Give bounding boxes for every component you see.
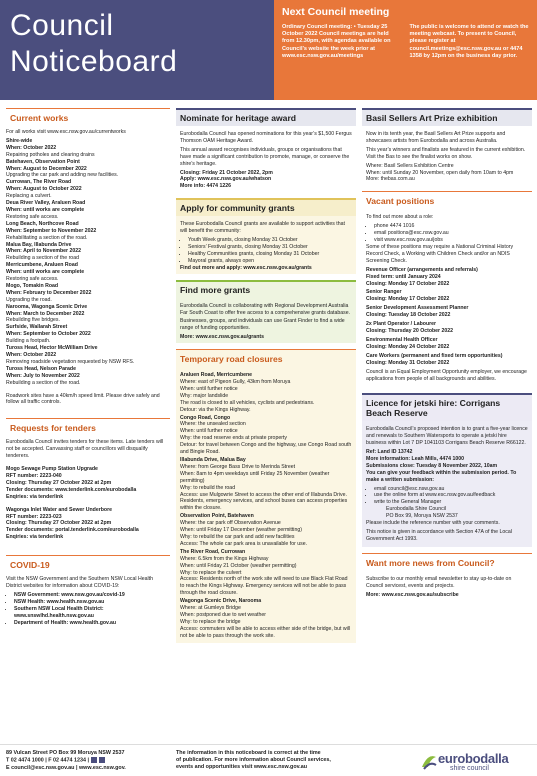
- jetski-body: [362, 424, 532, 547]
- job-line: Closing: Tuesday 18 October 2022: [366, 312, 451, 319]
- works-item-line: When: until works are complete: [6, 206, 85, 213]
- works-item-title: Merricumbene, Araluen Road: [6, 262, 78, 269]
- road-item-line: Why: the road reserve ends at private property: [180, 435, 287, 442]
- community-grants-body: [176, 219, 356, 273]
- job-item: [366, 321, 528, 335]
- job-title: Environmental Health Officer: [366, 336, 438, 343]
- road-item-line: The road is closed to all vehicles, cyclists and pedestrians.: [180, 399, 315, 406]
- job-title: Senior Development Assessment Planner: [366, 305, 469, 312]
- community-grants-list: [188, 237, 352, 265]
- road-item-line: Where: the unsealed section: [180, 421, 246, 428]
- jetski-addr2: PO Box 99, Moruya NSW 2537: [386, 513, 458, 520]
- logo-subtext: shire council: [450, 765, 489, 772]
- road-item-line: When: 8am to 4pm weekdays until Friday 25 November (weather permitting): [180, 470, 330, 484]
- more-grants-p2: Businesses, groups, and individuals can use Grant Finder to find a wide range of funding opportunities.: [180, 318, 345, 332]
- grant-item: • Seniors’ Festival grants, closing Monday 31 October: [188, 244, 352, 251]
- more-grants-section: [176, 280, 356, 344]
- vacancies-note: Some of these positions may require a National Criminal History Record Check, a Working with Children Check and/or an NDIS Screening Check.: [366, 243, 514, 264]
- meeting-heading: Next Council meeting: [282, 6, 390, 18]
- facebook-icon[interactable]: [91, 757, 97, 763]
- road-item-title: Congo Road, Congo: [180, 414, 231, 421]
- covid-section: [6, 555, 170, 626]
- job-item: [366, 305, 528, 319]
- works-item-line: When: October 2022: [6, 144, 57, 151]
- jobs-list: [366, 267, 528, 367]
- contact-item: • phone 4474 1016: [374, 223, 528, 230]
- works-item-title: Long Beach, Northcove Road: [6, 220, 79, 227]
- job-item: [366, 337, 528, 351]
- road-item-line: When: until Friday 17 December (weather permitting): [180, 527, 302, 534]
- footer-mid2: of publication. For more information about Council services,: [176, 757, 331, 764]
- road-item-line: When: until Friday 21 October (weather permitting): [180, 562, 297, 569]
- road-closures-list: [176, 370, 356, 642]
- road-item: [180, 415, 352, 456]
- heritage-p2: This annual award recognises individuals, groups or organisations that have made a significant contribution to promote, manage, or conserve the shire’s heritage.: [180, 146, 350, 167]
- works-item: [6, 345, 170, 366]
- art-prize-where: Where: Basil Sellers Exhibition Centre: [366, 162, 454, 169]
- contact-item: • visit www.esc.nsw.gov.au/jobs: [374, 237, 528, 244]
- meeting-panel: [274, 0, 537, 100]
- works-item-line: Rebuilding a section of the road.: [6, 379, 81, 386]
- heritage-body: [176, 129, 356, 192]
- job-line: Closing: Monday 24 October 2022: [366, 343, 450, 350]
- road-item-line: Why: to replace the culvert: [180, 569, 242, 576]
- meeting-public-info: The public is welcome to attend or watch the meeting webcast. To present to Council, please register at council.meetings@esc.nsw.gov.au or 4474 1358 by 12pm on the business day prior.: [409, 24, 529, 59]
- works-item-title: Narooma, Wagonga Scenic Drive: [6, 303, 88, 310]
- current-works-heading: Current works: [6, 108, 170, 126]
- footer-address: 89 Vulcan Street PO Box 99 Moruya NSW 2537: [6, 750, 125, 756]
- submission-item: • write to the General Manager: [374, 499, 528, 506]
- road-item: [180, 372, 352, 413]
- meeting-info: Ordinary Council meeting: • Tuesday 25 October 2022 Council meetings are held from 12.30pm, with agendas available on Council’s website the week prior at www.esc.nsw.gov.au/meetings: [282, 24, 391, 59]
- logo-text: eurobodalla: [438, 751, 509, 766]
- works-list: [6, 138, 170, 387]
- column-middle: [176, 108, 356, 649]
- job-line: Fixed term: until January 2024: [366, 273, 441, 280]
- jetski-heading: Licence for jetski hire: Corrigans Beach Reserve: [362, 393, 532, 421]
- works-item-line: When: August to October 2022: [6, 186, 82, 193]
- works-item: [6, 138, 170, 159]
- road-item: [180, 549, 352, 597]
- job-title: 2x Plant Operator / Labourer: [366, 321, 437, 328]
- art-prize-when: When: until Sunday 20 November, open daily from 10am to 4pm: [366, 169, 514, 176]
- works-item-line: When: August to December 2022: [6, 165, 87, 172]
- works-item-line: When: September to November 2022: [6, 227, 97, 234]
- works-item: [6, 283, 170, 304]
- tenders-list: [6, 466, 170, 541]
- works-item-title: Mogo, Tomakin Road: [6, 282, 59, 289]
- tender-closing: Closing: Thursday 27 October 2022 at 2pm: [6, 520, 112, 527]
- footer-mid1: The information in this noticeboard is correct at the time: [176, 750, 321, 756]
- covid-intro: Visit the NSW Government and the Southern NSW Local Health District websites for information about COVID-19:: [6, 576, 153, 590]
- header-title-panel: [0, 0, 274, 100]
- road-item-line: Access: Residents north of the work site will need to use Black Flat Road to reach the Kings Highway. Emergency services will not be able to pass through the road closure.: [180, 576, 348, 597]
- works-item-line: Rehabilitating a section of the road.: [6, 234, 88, 241]
- column-right: [362, 108, 532, 607]
- tender-item: [6, 466, 170, 501]
- grant-item: • Mayoral grants, always open: [188, 258, 352, 265]
- heritage-more: More info: 4474 1226: [180, 183, 232, 190]
- tender-docs: Tender documents: www.tenderlink.com/eurobodalla: [6, 486, 137, 493]
- vacancies-intro: To find out more about a role:: [366, 214, 434, 221]
- works-item: [6, 179, 170, 200]
- art-prize-more: More: thebas.com.au: [366, 176, 415, 183]
- road-item: [180, 513, 352, 548]
- works-item: [6, 221, 170, 242]
- heritage-p1: Eurobodalla Council has opened nominations for this year’s $1,500 Fergus Thomson OAM Heritage Award.: [180, 131, 352, 144]
- community-grants-heading: Apply for community grants: [176, 198, 356, 216]
- title-line2: Noticeboard: [10, 45, 178, 78]
- community-grants-intro: These Eurobodalla Council grants are available to support activities that will benefit the community:: [180, 221, 345, 235]
- tender-item: [6, 507, 170, 542]
- jetski-note1: Please include the reference number with your comments.: [366, 520, 500, 527]
- covid-body: [6, 576, 170, 626]
- news-heading: Want more news from Council?: [362, 553, 532, 571]
- road-item-line: Where: the car park off Observation Avenue: [180, 520, 281, 527]
- works-item-title: Shire-wide: [6, 137, 33, 144]
- road-item-line: Access: The whole car park area is unavailable for use.: [180, 540, 308, 547]
- works-item-line: When: February to December 2022: [6, 289, 92, 296]
- job-line: Closing: Monday 17 October 2022: [366, 280, 450, 287]
- more-grants-body: [176, 301, 356, 344]
- tenders-section: [6, 418, 170, 541]
- works-item-line: Restoring safe access.: [6, 276, 59, 283]
- job-item: [366, 289, 528, 303]
- vacancies-contact-list: [374, 223, 528, 244]
- tender-title: Wagonga Inlet Water and Sewer Underbore: [6, 506, 112, 513]
- road-item-title: The River Road, Currowan: [180, 548, 246, 555]
- jetski-how: You can give your feedback within the submission period. To make a written submission:: [366, 469, 517, 483]
- vacancies-heading: Vacant positions: [362, 191, 532, 209]
- works-item-line: When: July to November 2022: [6, 372, 80, 379]
- footer-mid3: events and opportunities visit www.esc.nsw.gov.au: [176, 764, 307, 771]
- road-item-title: Araluen Road, Merricumbene: [180, 372, 253, 379]
- works-item-title: Tuross Head, Hector McWilliam Drive: [6, 345, 98, 352]
- works-item: [6, 324, 170, 345]
- works-item: [6, 304, 170, 325]
- submission-item: • email council@esc.nsw.gov.au: [374, 486, 528, 493]
- community-grants-more: Find out more and apply: www.esc.nsw.gov.au/grants: [180, 264, 312, 271]
- tender-docs: Tender documents: portal.tenderlink.com/eurobodalla: [6, 527, 139, 534]
- road-item-line: Access: commuters will be able to access either side of the bridge, but will not be able to pass through the work site.: [180, 625, 351, 639]
- instagram-icon[interactable]: [99, 757, 105, 763]
- jetski-ref: Ref: Land ID 13742: [366, 449, 413, 455]
- tenders-intro: Eurobodalla Council invites tenders for these items. Late tenders will not be accepted. Canvassing staff or councillors will disqualify tenderers.: [6, 439, 164, 460]
- works-item-line: When: October 2022: [6, 352, 57, 358]
- job-item: [366, 353, 528, 367]
- footer-phone: T 02 4474 1000 | F 02 4474 1234 |: [6, 757, 90, 764]
- works-item-line: Removing roadside vegetation requested by NSW RFS.: [6, 358, 135, 365]
- road-item-title: Illabunda Drive, Malua Bay: [180, 457, 246, 463]
- works-item-title: Malua Bay, Illabunda Drive: [6, 241, 72, 248]
- job-line: Closing: Monday 31 October 2022: [366, 359, 450, 366]
- road-item-line: When: until further notice: [180, 428, 238, 435]
- jetski-note2: This notice is given in accordance with Section 47A of the Local Government Act 1993.: [366, 528, 512, 542]
- job-title: Revenue Officer (arrangements and referrals): [366, 266, 478, 273]
- council-logo: [420, 749, 532, 773]
- works-item-title: Currowan, The River Road: [6, 179, 72, 186]
- jetski-addr1: Eurobodalla Shire Council: [386, 506, 446, 513]
- news-body: [362, 574, 532, 601]
- works-item: [6, 159, 170, 180]
- road-item-line: Where: at Gumleys Bridge: [180, 605, 241, 612]
- road-item-line: When: postponed due to wet weather: [180, 611, 266, 618]
- jetski-list: [374, 486, 528, 507]
- tender-enq: Enqiries: via tenderlink: [6, 534, 64, 541]
- works-item-title: Tuross Head, Nelson Parade: [6, 365, 76, 372]
- current-works-footer: Roadwork sites have a 40km/h speed limit. Please drive safely and follow all traffic controls.: [6, 392, 160, 406]
- job-line: Closing: Thursday 20 October 2022: [366, 327, 454, 334]
- road-item-line: Where: from George Bass Drive to Merinda Street: [180, 463, 296, 470]
- art-prize-body: [362, 129, 532, 185]
- road-closures-section: [176, 349, 356, 642]
- job-title: Care Workers (permanent and fixed term opportunities): [366, 352, 503, 359]
- grant-item: • Youth Week grants, closing Monday 31 October: [188, 237, 352, 244]
- covid-list: [14, 592, 170, 627]
- covid-item: • NSW Health: www.health.nsw.gov.au: [14, 599, 170, 606]
- works-item-line: Upgrading the road.: [6, 296, 52, 303]
- art-prize-section: [362, 108, 532, 185]
- road-item-line: Where: 6.5km from the Kings Highway: [180, 555, 269, 562]
- title-line1: Council: [10, 9, 114, 42]
- tenders-body: [6, 439, 170, 541]
- road-item-line: When: until further notice: [180, 385, 238, 392]
- more-grants-heading: Find more grants: [176, 280, 356, 298]
- road-item-line: Detour: for travel between Congo and the highway, use Congo Road south and Bingie Road.: [180, 442, 352, 456]
- works-item: [6, 242, 170, 263]
- works-item: [6, 366, 170, 387]
- tender-title: Mogo Sewage Pump Station Upgrade: [6, 466, 98, 473]
- footer: [0, 744, 537, 776]
- road-item: [180, 598, 352, 639]
- logo-mark-icon: [420, 751, 438, 771]
- road-item-line: Where: east of Pigeon Gully, 43km from Moruya: [180, 379, 291, 386]
- works-item-line: Building a footpath.: [6, 338, 51, 345]
- more-grants-more: More: www.esc.nsw.gov.au/grants: [180, 334, 264, 341]
- covid-heading: COVID-19: [6, 555, 170, 573]
- header: [0, 0, 537, 100]
- vacancies-body: [362, 212, 532, 387]
- covid-item: • NSW Government: www.nsw.gov.au/covid-19: [14, 592, 170, 599]
- works-item-line: When: September to October 2022: [6, 331, 91, 338]
- column-left: [6, 108, 170, 632]
- road-item-line: Why: to rebuild the road: [180, 484, 236, 491]
- footer-email: E council@esc.nsw.gov.au | www.esc.nsw.gov.: [6, 764, 126, 771]
- contact-item: • email positions@esc.nsw.gov.au: [374, 230, 528, 237]
- works-item-line: Rebuilding five bridges.: [6, 317, 60, 324]
- covid-item: • Department of Health: www.health.gov.au: [14, 620, 170, 627]
- works-item-line: Repairing potholes and clearing drains: [6, 151, 95, 158]
- works-item-line: Rebuilding a section of the road: [6, 255, 79, 262]
- jetski-more: More information: Leah Mills, 4474 1000: [366, 455, 465, 462]
- works-item-line: When: until works are complete: [6, 269, 85, 276]
- road-item-line: Access: use Mulgowrie Street to access the other end of Illabunda Drive. Residents, emergency services, and school buses can access properties within the closure.: [180, 491, 348, 512]
- vacancies-section: [362, 191, 532, 387]
- current-works-intro: For all works visit www.esc.nsw.gov.au/currentworks: [6, 129, 126, 135]
- heritage-heading: Nominate for heritage award: [176, 108, 356, 126]
- road-closures-heading: Temporary road closures: [176, 349, 356, 367]
- works-item: [6, 262, 170, 283]
- current-works-body: [6, 129, 170, 406]
- tender-closing: Closing: Thursday 27 October 2022 at 2pm: [6, 479, 112, 486]
- heritage-apply: Apply: www.esc.nsw.gov.au/whatson: [180, 176, 272, 183]
- tender-rft: RFT number: 2223-023: [6, 513, 62, 520]
- jetski-section: [362, 393, 532, 547]
- news-section: [362, 553, 532, 601]
- tenders-heading: Requests for tenders: [6, 418, 170, 436]
- works-item-title: Deua River Valley, Araluen Road: [6, 200, 86, 207]
- news-p1: Subscribe to our monthly email newsletter to stay up-to-date on Council servicest, events and projects.: [366, 575, 512, 589]
- road-item-line: Why: to replace the bridge: [180, 618, 241, 625]
- news-more: More: www.esc.nsw.gov.au/subscribe: [366, 591, 459, 598]
- art-prize-p2: This year’s winners and finalists are featured in the current exhibition. Visit the Bas to see the finalist works on show.: [366, 146, 526, 160]
- page-title: [10, 8, 177, 80]
- road-item-title: Wagonga Scenic Drive, Narooma: [180, 598, 262, 605]
- road-item-line: Why: to rebuild the car park and add new facilities: [180, 533, 295, 540]
- community-grants-section: [176, 198, 356, 273]
- jetski-p1: Eurobodalla Council’s proposed intention is to grant a five-year licence and renewals to Southern Watersports to operate a jetski hire business within Lot 7 DP 1041103 Corrigans Beach Reserve R66122.: [366, 426, 528, 447]
- footer-contact: [6, 750, 176, 772]
- art-prize-p1: Now in its tenth year, the Basil Sellers Art Prize supports and showcases artists from Eurobodalla and across Australia.: [366, 131, 506, 144]
- jetski-closing: Submissions close: Tuesday 8 November 2022, 10am: [366, 462, 498, 469]
- road-item-line: Detour: via the Kings Highway.: [180, 406, 251, 413]
- tender-rft: RFT number: 2223-040: [6, 472, 62, 479]
- road-item: [180, 457, 352, 512]
- grant-item: • Healthy Communities grants, closing Monday 31 October: [188, 251, 352, 258]
- job-line: Closing: Monday 17 October 2022: [366, 296, 450, 303]
- art-prize-heading: Basil Sellers Art Prize exhibition: [362, 108, 532, 126]
- works-item: [6, 200, 170, 221]
- road-item-title: Observation Point, Batehaven: [180, 513, 254, 520]
- heritage-closing: Closing: Friday 21 October 2022, 2pm: [180, 169, 273, 176]
- tender-enq: Enqiries: via tenderlink: [6, 493, 64, 500]
- job-title: Senior Ranger: [366, 289, 402, 296]
- footer-disclaimer: [176, 750, 386, 772]
- job-item: [366, 267, 528, 288]
- works-item-title: Surfside, Wallarah Street: [6, 324, 68, 331]
- current-works-section: [6, 108, 170, 406]
- works-item-line: Restoring safe access.: [6, 213, 59, 220]
- more-grants-p1: Eurobodalla Council is collaborating with Regional Development Australia Far South Coast to offer free access to a comprehensive grants database.: [180, 302, 351, 316]
- submission-item: • use the online form at www.esc.nsw.gov.au/feedback: [374, 492, 528, 499]
- works-item-line: When: March to December 2022: [6, 310, 85, 317]
- works-item-line: Replacing a culvert.: [6, 193, 52, 200]
- works-item-title: Batehaven, Observation Point: [6, 158, 80, 165]
- heritage-section: [176, 108, 356, 192]
- works-item-line: Upgrading the car park and adding new facilities.: [6, 172, 119, 179]
- works-item-line: When: April to November 2022: [6, 248, 82, 255]
- covid-item: • Southern NSW Local Health District: www.snswlhd.health.nsw.gov.au: [14, 606, 170, 620]
- vacancies-footer: Council is an Equal Employment Opportunity employer, we encourage applications from people of all backgrounds and abilities.: [366, 369, 527, 383]
- road-item-line: Why: major landslide: [180, 392, 229, 399]
